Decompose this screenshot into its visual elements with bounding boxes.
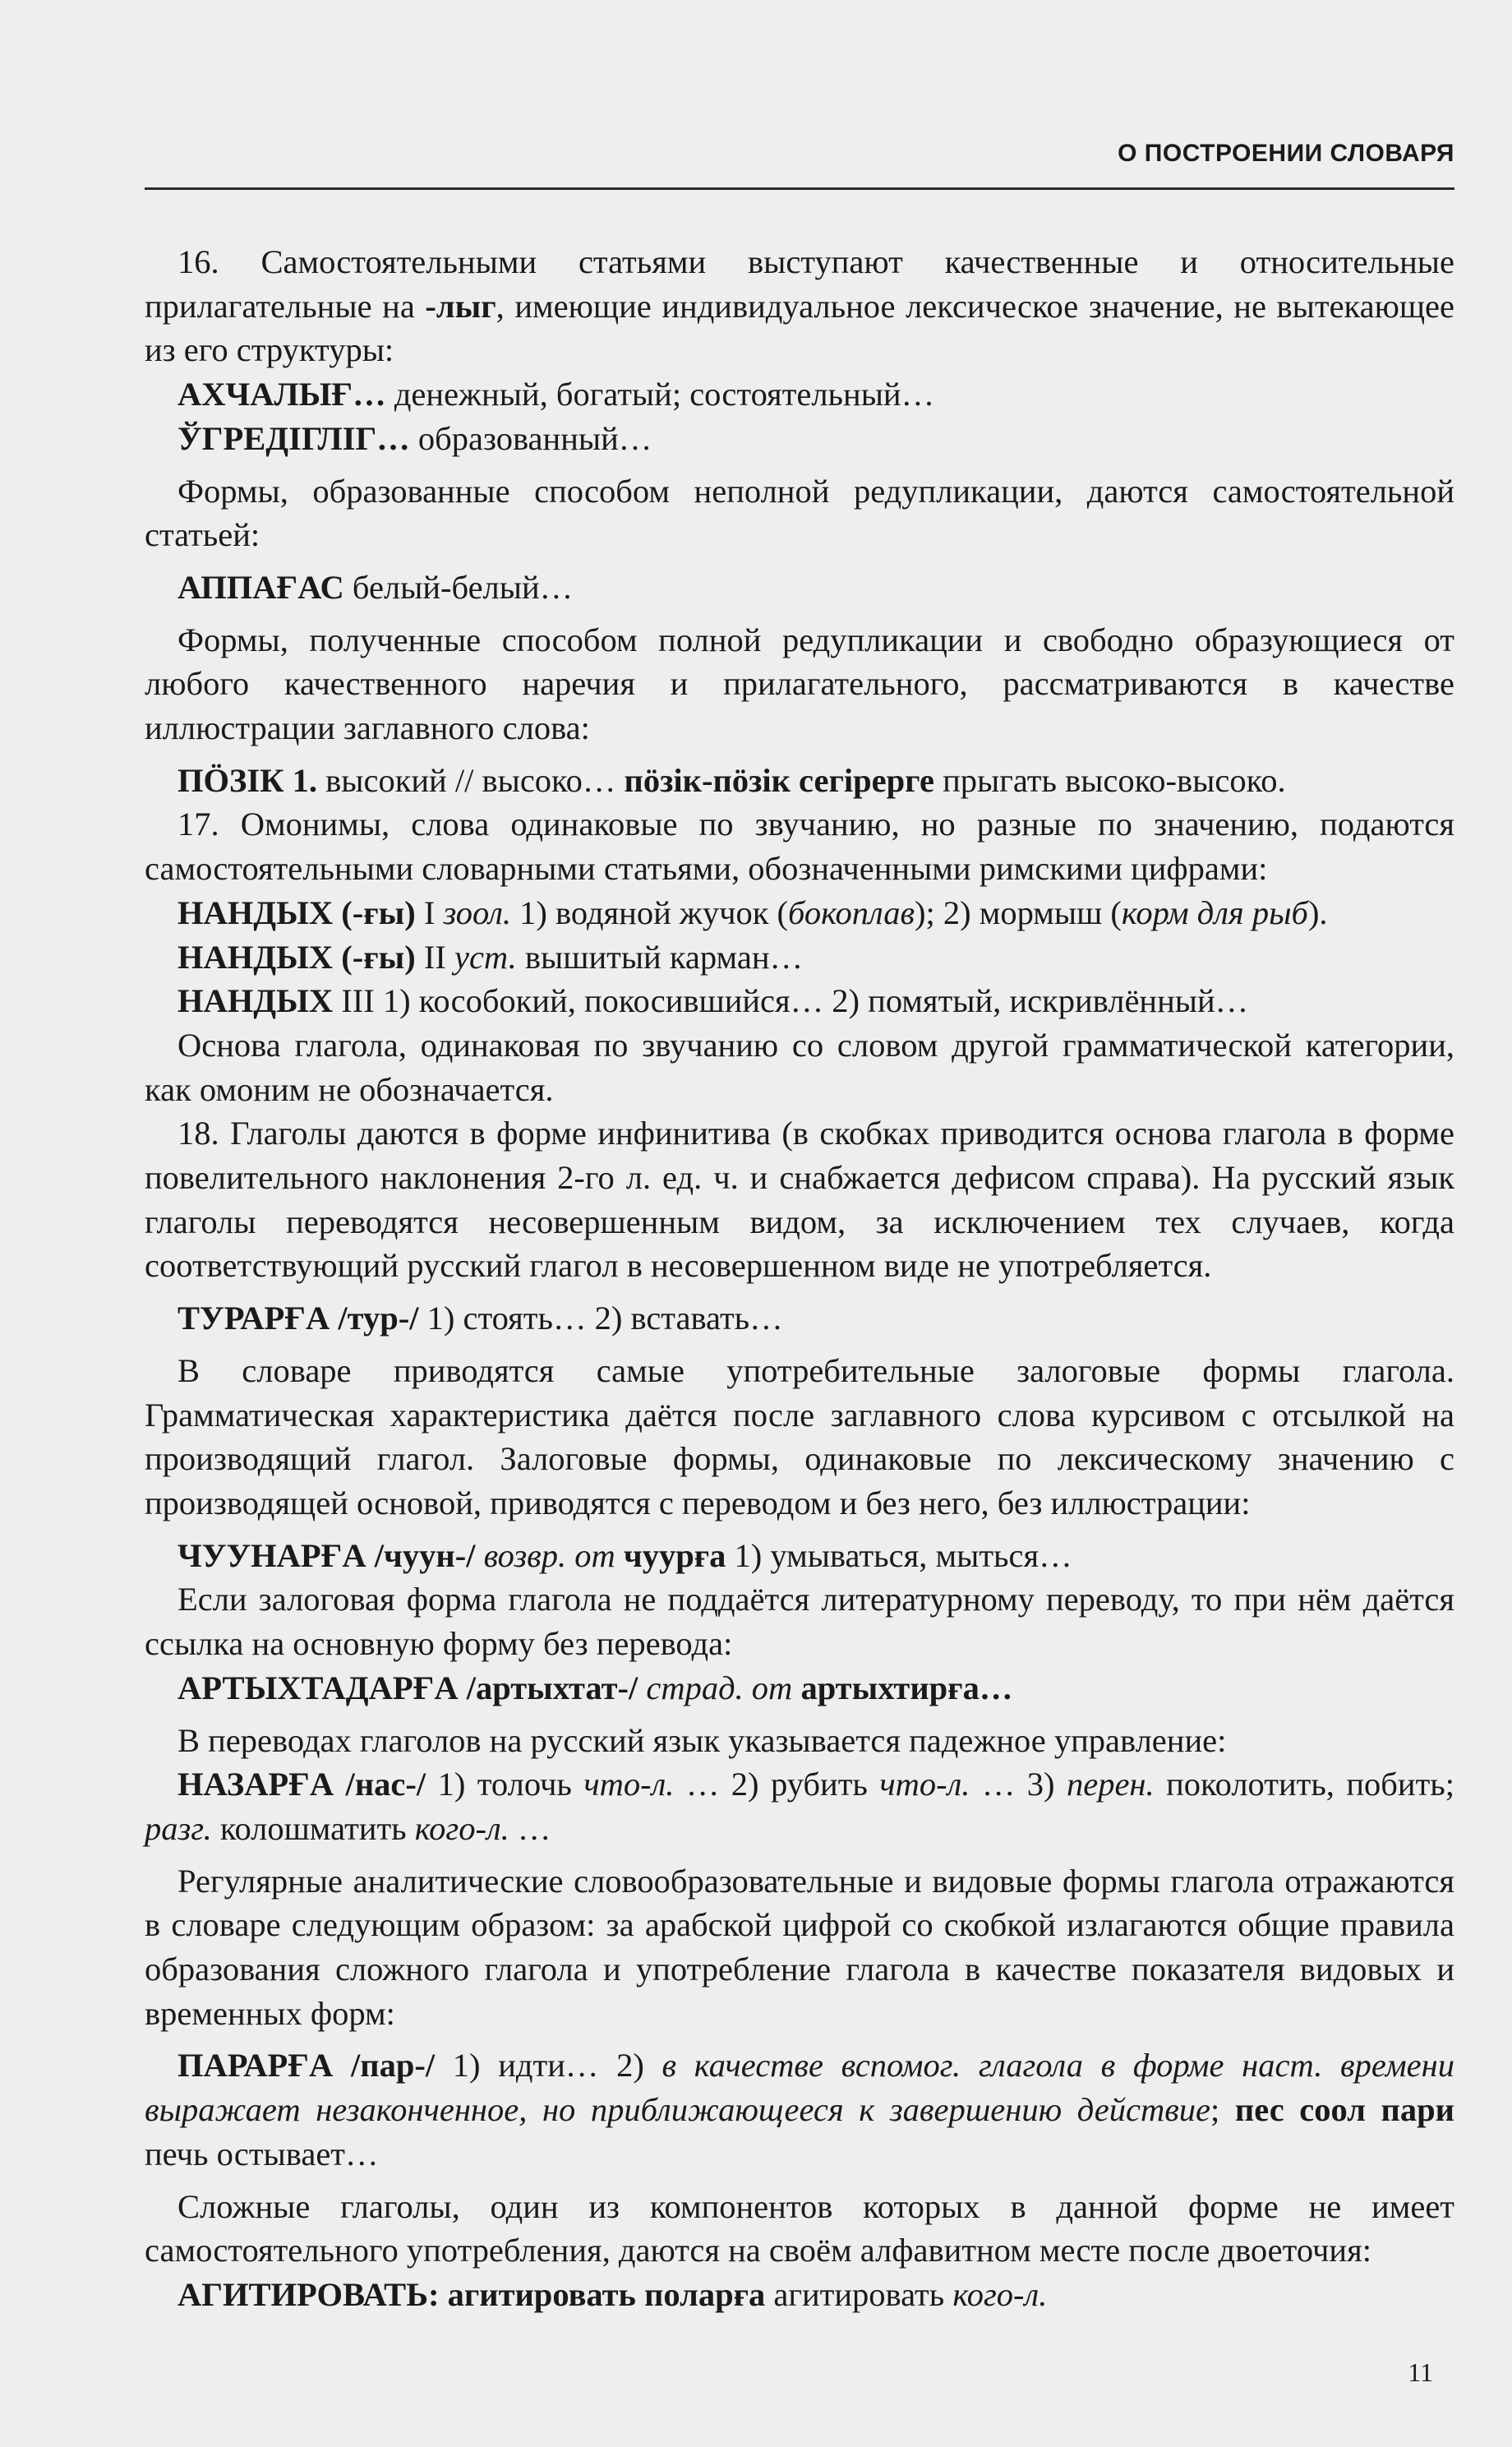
paragraph-18: 18. Глаголы даются в форме инфинитива (в скобках приводится основа глагола в форме повелительного наклонения 2-го л. ед. ч. и снабжается дефисом справа). На русский язык глаголы переводятся несовершенным видом, за исключением тех случаев, когда соответствующий русский глагол в несовершенном виде не употребляется. bbox=[145, 1115, 1454, 1285]
homonym-2: НАНДЫХ (-ғы) II уст. вышитый карман… bbox=[177, 938, 804, 976]
example-ugredig: ЎГРЕДІГЛІГ… образованный… bbox=[177, 419, 652, 457]
paragraph-analytic-forms: Регулярные аналитические словообразовательные и видовые формы глагола отражаются в словаре следующим образом: за арабской цифрой со скобкой излагаются общие правила образования сложного глагола и употребление глагола в качестве показателя видовых и временных форм: bbox=[145, 1862, 1454, 2032]
example-turarga: ТУРАРҒА /тур-/ 1) стоять… 2) вставать… bbox=[177, 1300, 783, 1337]
example-akhchalyg: АХЧАЛЫҒ… денежный, богатый; состоятельный… bbox=[177, 376, 935, 413]
example-nazarga: НАЗАРҒА /нас-/ 1) толочь что-л. … 2) рубить что-л. … 3) перен. поколотить, побить; разг. колошматить кого-л. … bbox=[145, 1766, 1454, 1847]
homonym-3: НАНДЫХ III 1) кособокий, покосившийся… 2) помятый, искривлённый… bbox=[177, 982, 1249, 1020]
paragraph-compound-verbs: Сложные глаголы, один из компонентов которых в данной форме не имеет самостоятельного употребления, даются на своём алфавитном месте после двоеточия: bbox=[145, 2187, 1454, 2269]
page-number: 11 bbox=[1408, 2357, 1433, 2387]
example-artykhtadarga: АРТЫХТАДАРҒА /артыхтат-/ страд. от артыхтирға… bbox=[177, 1669, 1013, 1706]
example-chuunarga: ЧУУНАРҒА /чуун-/ возвр. от чуурға 1) умываться, мыться… bbox=[177, 1536, 1072, 1574]
example-agitirovat: АГИТИРОВАТЬ: агитировать поларға агитировать кого-л. bbox=[177, 2275, 1048, 2313]
example-pararga: ПАРАРҒА /пар-/ 1) идти… 2) в качестве вспомог. глагола в форме наст. времени выражает незаконченное, но приближающееся к завершению действие; пес соол пари печь остывает… bbox=[145, 2047, 1455, 2172]
paragraph-17: 17. Омонимы, слова одинаковые по звучанию, но разные по значению, подаются самостоятельными словарными статьями, обозначенными римскими цифрами: bbox=[145, 806, 1454, 888]
example-pozik: ПӦЗІК 1. высокий // высоко… пӧзік-пӧзік сегірерге прыгать высоко-высоко. bbox=[177, 761, 1286, 799]
page-header-title: О ПОСТРОЕНИИ СЛОВАРЯ bbox=[1118, 140, 1454, 167]
paragraph-voice-forms: В словаре приводятся самые употребительные залоговые формы глагола. Грамматическая характеристика даётся после заглавного слова курсивом с отсылкой на производящий глагол. Залоговые формы, одинаковые по лексическому значению с производящей основой, приводятся с переводом и без него, без иллюстрации: bbox=[145, 1351, 1454, 1521]
paragraph-16: 16. Самостоятельными статьями выступают качественные и относительные прилагательные на -лыг, имеющие индивидуальное лексическое значение, не вытекающее из его структуры: bbox=[145, 243, 1454, 369]
page-body bbox=[145, 240, 1454, 2317]
paragraph-voice-reference: Если залоговая форма глагола не поддаётся литературному переводу, то при нём даётся ссылка на основную форму без перевода: bbox=[145, 1581, 1454, 1663]
paragraph-full-reduplication: Формы, полученные способом полной редупликации и свободно образующиеся от любого качественного наречия и прилагательного, рассматриваются в качестве иллюстрации заглавного слова: bbox=[145, 621, 1454, 747]
paragraph-case-government: В переводах глаголов на русский язык указывается падежное управление: bbox=[177, 1721, 1227, 1759]
homonym-1: НАНДЫХ (-ғы) I зоол. 1) водяной жучок (бокоплав); 2) мормыш (корм для рыб). bbox=[177, 893, 1328, 931]
example-appagas: АППАҒАС белый-белый… bbox=[177, 568, 574, 606]
paragraph-partial-reduplication: Формы, образованные способом неполной редупликации, даются самостоятельной статьей: bbox=[145, 472, 1454, 554]
paragraph-verb-stem: Основа глагола, одинаковая по звучанию со словом другой грамматической категории, как омоним не обозначается. bbox=[145, 1026, 1454, 1108]
header-rule bbox=[145, 187, 1454, 190]
